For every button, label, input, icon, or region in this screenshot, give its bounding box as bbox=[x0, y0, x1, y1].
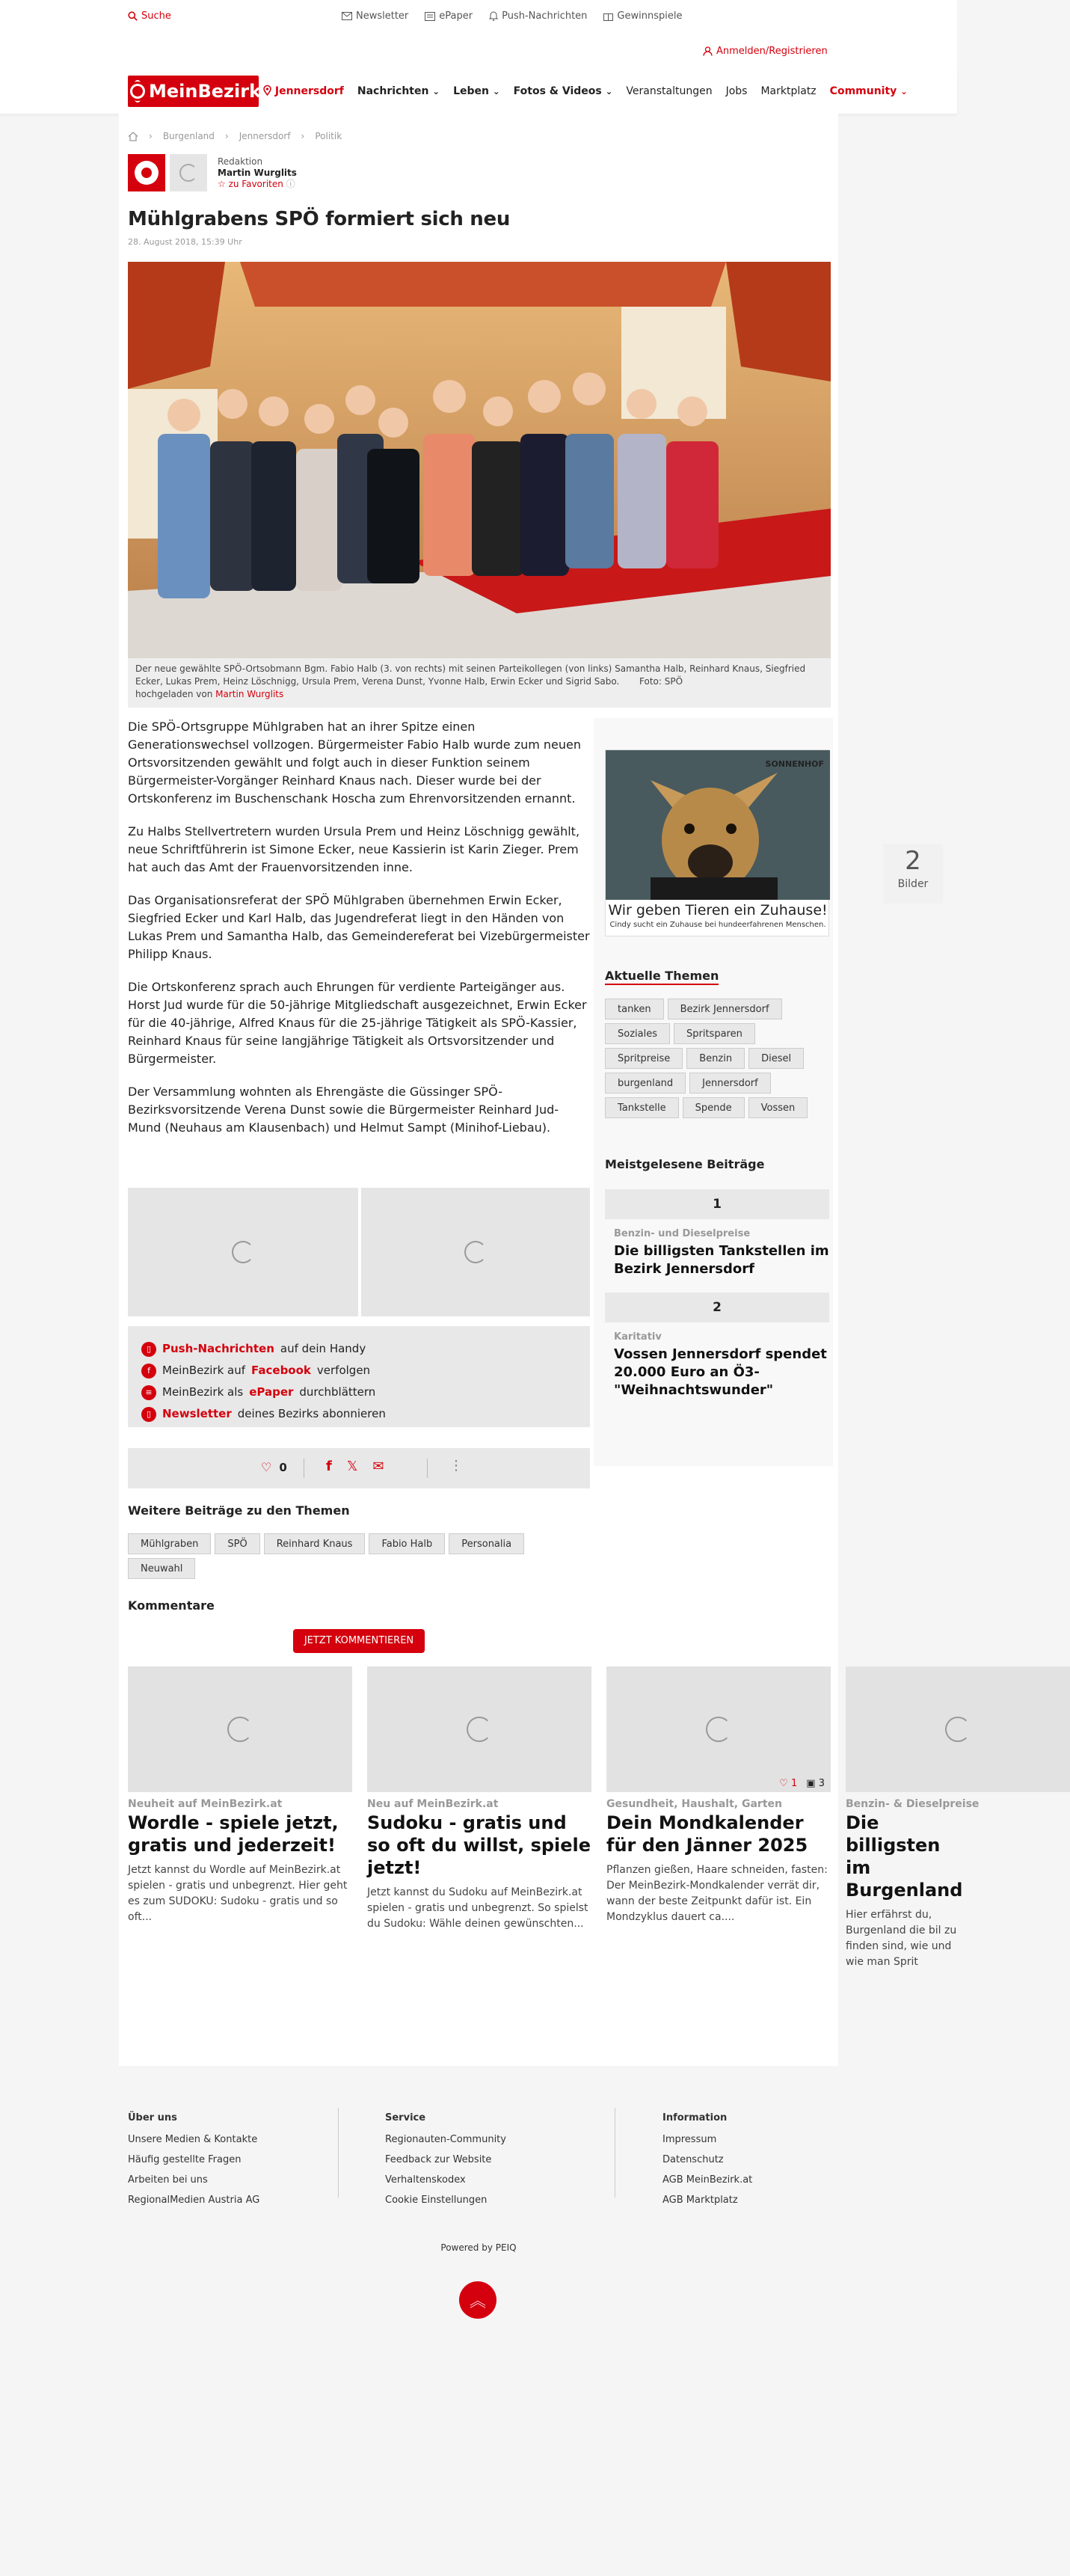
card-images: 3 bbox=[818, 1778, 825, 1789]
teaser-card[interactable] bbox=[128, 1666, 352, 1925]
topic-tag[interactable]: Fabio Halb bbox=[369, 1533, 445, 1554]
topic-tag[interactable]: Bezirk Jennersdorf bbox=[668, 999, 782, 1019]
page-title: Mühlgrabens SPÖ formiert sich neu bbox=[128, 208, 511, 230]
dog-image bbox=[606, 750, 830, 900]
chevron-right-icon: › bbox=[301, 131, 305, 141]
footer-col-ueber-uns bbox=[128, 2108, 259, 2210]
subscribe-push[interactable] bbox=[141, 1338, 576, 1360]
chevron-down-icon: ⌄ bbox=[605, 86, 613, 96]
nav-leben[interactable] bbox=[453, 85, 500, 97]
caption-uploaded: hochgeladen von bbox=[135, 689, 213, 699]
loading-spinner-icon bbox=[227, 1717, 253, 1742]
rank-badge: 1 bbox=[605, 1189, 829, 1219]
divider bbox=[427, 1459, 428, 1478]
article-body bbox=[128, 718, 591, 1152]
topic-tag[interactable]: SPÖ bbox=[215, 1533, 259, 1554]
weitere-tags bbox=[128, 1533, 547, 1579]
nav-leben-label: Leben bbox=[453, 85, 490, 97]
footer-link[interactable]: AGB Marktplatz bbox=[662, 2195, 738, 2206]
epaper-link[interactable] bbox=[425, 10, 473, 22]
breadcrumb bbox=[128, 131, 342, 141]
gift-icon bbox=[603, 11, 613, 21]
newspaper-icon: ≡ bbox=[141, 1385, 156, 1400]
footer-link[interactable]: Cookie Einstellungen bbox=[385, 2195, 488, 2206]
loading-spinner-icon bbox=[945, 1717, 971, 1742]
heart-icon: ♡ 1 bbox=[779, 1778, 798, 1789]
subscribe-pre: MeinBezirk als bbox=[162, 1385, 244, 1399]
footer-col-service bbox=[385, 2108, 506, 2210]
location-selector[interactable] bbox=[263, 85, 344, 97]
facebook-icon: f bbox=[141, 1364, 156, 1379]
newsletter-label: Newsletter bbox=[356, 10, 409, 22]
loading-spinner-icon bbox=[179, 164, 197, 182]
subscribe-text: auf dein Handy bbox=[280, 1342, 366, 1355]
top-bar bbox=[0, 0, 957, 75]
card-image bbox=[128, 1666, 352, 1792]
author-avatar[interactable] bbox=[170, 154, 207, 191]
main-nav bbox=[0, 72, 957, 114]
mail-share-icon[interactable]: ✉ bbox=[372, 1459, 384, 1474]
article-date: 28. August 2018, 15:39 Uhr bbox=[128, 237, 242, 247]
paragraph: Die Ortskonferenz sprach auch Ehrungen für verdiente Parteigänger aus. Horst Jud wurde für die 50-jährige Mitgliedschaft ausgezeichnet, Erwin Ecker für die 40-jährige, Alfred Knaus für die 25-jährige Tätigkeit als SPÖ-Kassier, Reinhard Knaus für seine langjährige Tätigkeit als Ortsvorsitzender und Bürgermeister. bbox=[128, 980, 587, 1066]
teaser-card[interactable] bbox=[606, 1666, 831, 1925]
rank-badge: 2 bbox=[605, 1292, 829, 1322]
topic-tag[interactable]: Personalia bbox=[449, 1533, 524, 1554]
card-kicker: Gesundheit, Haushalt, Garten bbox=[606, 1798, 782, 1810]
comment-button[interactable]: JETZT KOMMENTIEREN bbox=[293, 1629, 425, 1653]
footer-link[interactable]: Arbeiten bei uns bbox=[128, 2174, 208, 2186]
footer-heading: Information bbox=[662, 2112, 728, 2123]
footer-link[interactable]: Impressum bbox=[662, 2134, 717, 2145]
chevron-down-icon: ⌄ bbox=[492, 86, 500, 96]
ad-image bbox=[606, 750, 830, 900]
nav-nachrichten[interactable] bbox=[357, 85, 440, 97]
phone-icon: ▯ bbox=[141, 1407, 156, 1422]
loading-spinner-icon bbox=[467, 1717, 492, 1742]
footer-col-information bbox=[662, 2108, 752, 2210]
topic-tag[interactable]: burgenland bbox=[605, 1073, 686, 1094]
loading-placeholder bbox=[361, 1188, 590, 1316]
breadcrumb-jennersdorf[interactable]: Jennersdorf bbox=[239, 131, 291, 141]
like-button[interactable] bbox=[261, 1460, 287, 1474]
topic-tag[interactable]: Spritsparen bbox=[674, 1023, 755, 1044]
ad-headline: Wir geben Tieren ein Zuhause! bbox=[608, 902, 828, 919]
card-text: Hier erfährst du, Burgenland die bil zu finden sind, wie und wie man Sprit bbox=[846, 1909, 957, 1968]
powered-by: Powered by PEIQ bbox=[440, 2242, 517, 2253]
loading-spinner-icon bbox=[232, 1241, 254, 1263]
push-label: Push-Nachrichten bbox=[502, 10, 588, 22]
subscribe-text: durchblättern bbox=[299, 1385, 376, 1399]
epaper-label: ePaper bbox=[439, 10, 473, 22]
subscribe-pre: MeinBezirk auf bbox=[162, 1364, 246, 1377]
subscribe-link[interactable]: ePaper bbox=[249, 1385, 294, 1399]
search-link[interactable] bbox=[128, 10, 171, 22]
group-photo bbox=[128, 262, 831, 658]
gewinnspiele-link[interactable] bbox=[603, 10, 682, 22]
footer-heading: Service bbox=[385, 2112, 426, 2123]
chevron-down-icon: ⌄ bbox=[432, 86, 440, 96]
footer-link[interactable]: Häufig gestellte Fragen bbox=[128, 2154, 242, 2165]
share-icons bbox=[326, 1459, 384, 1474]
image-count-badge[interactable] bbox=[883, 844, 943, 904]
topic-tag[interactable]: Vossen bbox=[748, 1097, 808, 1118]
loading-placeholder bbox=[128, 1188, 358, 1316]
topic-tag[interactable]: Neuwahl bbox=[128, 1558, 195, 1579]
newsletter-link[interactable] bbox=[342, 10, 408, 22]
phone-icon: ▯ bbox=[141, 1342, 156, 1357]
most-read-kicker: Benzin- und Dieselpreise bbox=[614, 1228, 751, 1239]
topic-tag[interactable]: tanken bbox=[605, 999, 664, 1019]
card-stats bbox=[779, 1778, 825, 1789]
author-name[interactable]: Martin Wurglits bbox=[218, 167, 297, 178]
x-share-icon[interactable]: 𝕏 bbox=[346, 1459, 358, 1474]
chevron-down-icon: ⌄ bbox=[900, 86, 908, 96]
comments-title: Kommentare bbox=[128, 1598, 215, 1613]
subscribe-box bbox=[128, 1326, 590, 1427]
search-label: Suche bbox=[141, 10, 171, 22]
card-text: Pflanzen gießen, Haare schneiden, fasten: Der MeinBezirk-Mondkalender verrät dir, wann der beste Zeitpunkt dafür ist. Ein Mondzyklus dauert ca.... bbox=[606, 1864, 828, 1923]
logo-text: MeinBezirk bbox=[149, 81, 262, 102]
card-kicker: Neu auf MeinBezirk.at bbox=[367, 1798, 499, 1810]
card-kicker: Neuheit auf MeinBezirk.at bbox=[128, 1798, 283, 1810]
ad-brand: SONNENHOF bbox=[765, 759, 824, 769]
nav-veranstaltungen[interactable]: Veranstaltungen bbox=[626, 85, 713, 97]
share-bar bbox=[128, 1448, 590, 1488]
most-read-headline[interactable]: Vossen Jennersdorf spendet 20.000 Euro an Ö3-"Weihnachtswunder" bbox=[614, 1346, 827, 1398]
card-image bbox=[846, 1666, 1070, 1792]
aktuelle-themen-title: Aktuelle Themen bbox=[605, 969, 719, 985]
subscribe-link[interactable]: Facebook bbox=[251, 1364, 311, 1377]
card-kicker: Benzin- & Dieselpreise bbox=[846, 1798, 980, 1810]
nav-marktplatz[interactable]: Marktplatz bbox=[760, 85, 817, 97]
caption-credit: Foto: SPÖ bbox=[639, 676, 683, 687]
card-text: Jetzt kannst du Sudoku auf MeinBezirk.at spielen - gratis und unbegrenzt. So spielst du Sudoku: Wähle deinen gewünschten... bbox=[367, 1886, 588, 1930]
loading-spinner-icon bbox=[464, 1241, 487, 1263]
more-options-icon[interactable]: ⋮ bbox=[449, 1458, 463, 1473]
most-read-headline[interactable]: Die billigsten Tankstellen im Bezirk Jennersdorf bbox=[614, 1243, 829, 1277]
topic-tag[interactable]: Spende bbox=[683, 1097, 745, 1118]
newspaper-icon bbox=[425, 12, 435, 21]
footer-link[interactable]: Verhaltenskodex bbox=[385, 2174, 466, 2186]
nav-fotos-label: Fotos & Videos bbox=[513, 85, 602, 97]
image-count-label: Bilder bbox=[897, 878, 929, 890]
favorite-button[interactable]: ☆ zu Favoriten ⓘ bbox=[218, 178, 295, 189]
topic-tag[interactable]: Benzin bbox=[686, 1048, 745, 1069]
footer-link[interactable]: Regionauten-Community bbox=[385, 2134, 506, 2145]
subscribe-text: verfolgen bbox=[316, 1364, 371, 1377]
author-info bbox=[218, 156, 297, 190]
double-chevron-up-icon: ︽ bbox=[469, 2292, 486, 2311]
footer-link[interactable]: RegionalMedien Austria AG bbox=[128, 2195, 260, 2206]
subscribe-facebook[interactable] bbox=[141, 1360, 576, 1381]
chevron-right-icon: › bbox=[149, 131, 153, 141]
topic-tag[interactable]: Soziales bbox=[605, 1023, 670, 1044]
subscribe-link[interactable]: Newsletter bbox=[162, 1407, 232, 1420]
most-read-title: Meistgelesene Beiträge bbox=[605, 1157, 765, 1171]
login-label: Anmelden/Registrieren bbox=[716, 46, 828, 57]
push-link[interactable] bbox=[489, 10, 587, 22]
author-block bbox=[128, 154, 297, 191]
login-link[interactable] bbox=[703, 46, 828, 57]
top-links bbox=[342, 10, 682, 22]
card-likes: 1 bbox=[791, 1778, 798, 1789]
card-headline[interactable]: Wordle - spiele jetzt, gratis und jederzeit! bbox=[128, 1812, 339, 1856]
topic-tag[interactable]: Diesel bbox=[748, 1048, 804, 1069]
nav-nachrichten-label: Nachrichten bbox=[357, 85, 429, 97]
image-count: 2 bbox=[905, 846, 921, 876]
card-image bbox=[606, 1666, 831, 1792]
most-read-item[interactable] bbox=[614, 1228, 831, 1278]
footer-link[interactable]: AGB MeinBezirk.at bbox=[662, 2174, 753, 2186]
logo-mark bbox=[132, 80, 143, 102]
gewinnspiele-label: Gewinnspiele bbox=[617, 10, 683, 22]
favorite-label: zu Favoriten bbox=[228, 178, 283, 189]
advertisement[interactable] bbox=[605, 749, 829, 936]
card-image bbox=[367, 1666, 591, 1792]
bell-icon bbox=[489, 11, 498, 21]
author-role: Redaktion bbox=[218, 156, 263, 167]
map-pin-icon bbox=[263, 85, 271, 96]
footer-heading: Über uns bbox=[128, 2112, 177, 2123]
most-read-item[interactable] bbox=[614, 1331, 831, 1399]
topic-tag[interactable]: Tankstelle bbox=[605, 1097, 679, 1118]
mail-icon bbox=[342, 12, 352, 20]
subscribe-newsletter[interactable] bbox=[141, 1403, 576, 1425]
caption-text: Der neue gewählte SPÖ-Ortsobmann Bgm. Fabio Halb (3. von rechts) mit seinen Parteikollegen (von links) Samantha Halb, Reinhard Knaus, Siegfried Ecker, Lukas Prem, Heinz Löschnigg, Ursula Prem, Verena Dunst, Yvonne Halb, Erwin Ecker und Sigrid Sabo. bbox=[135, 663, 806, 687]
card-text: Jetzt kannst du Wordle auf MeinBezirk.at spielen - gratis und unbegrenzt. Hier geht es zum SUDOKU: Sudoku - gratis und so oft... bbox=[128, 1864, 348, 1923]
paragraph: Der Versammlung wohnten als Ehrengäste die Güssinger SPÖ-Bezirksvorsitzende Verena Dunst sowie die Bürgermeister Reinhard Jud-Mund (Neuhaus am Klausenbach) und Helmut Sampt (Minihof-Liebau). bbox=[128, 1085, 559, 1135]
footer-divider bbox=[338, 2108, 339, 2198]
subscribe-epaper[interactable] bbox=[141, 1381, 576, 1403]
footer-link[interactable]: Unsere Medien & Kontakte bbox=[128, 2134, 258, 2145]
nav-jobs[interactable]: Jobs bbox=[725, 85, 748, 97]
breadcrumb-burgenland[interactable]: Burgenland bbox=[162, 131, 215, 141]
photo-caption bbox=[128, 658, 831, 708]
nav-fotos-videos[interactable] bbox=[514, 85, 613, 97]
home-icon[interactable] bbox=[128, 132, 138, 141]
topic-tag[interactable]: Jennersdorf bbox=[689, 1073, 771, 1094]
most-read-kicker: Karitativ bbox=[614, 1331, 662, 1343]
back-to-top-button[interactable] bbox=[459, 2281, 496, 2319]
gallery-icon: ▣ 3 bbox=[806, 1778, 825, 1789]
topic-tag[interactable]: Mühlgraben bbox=[128, 1533, 211, 1554]
nav-community-label: Community bbox=[829, 85, 897, 97]
weitere-title: Weitere Beiträge zu den Themen bbox=[128, 1503, 350, 1518]
subscribe-text: deines Bezirks abonnieren bbox=[237, 1407, 386, 1420]
topic-tag[interactable]: Reinhard Knaus bbox=[264, 1533, 366, 1554]
footer-link[interactable]: Feedback zur Website bbox=[385, 2154, 492, 2165]
footer-link[interactable]: Datenschutz bbox=[662, 2154, 724, 2165]
location-label: Jennersdorf bbox=[274, 85, 344, 97]
teaser-card[interactable] bbox=[367, 1666, 591, 1932]
ad-subline: Cindy sucht ein Zuhause bei hundeerfahrenen Menschen. bbox=[609, 921, 826, 929]
caption-uploader-link[interactable]: Martin Wurglits bbox=[215, 689, 284, 699]
paragraph: Die SPÖ-Ortsgruppe Mühlgraben hat an ihrer Spitze einen Generationswechsel vollzogen. Bürgermeister Fabio Halb wurde zum neuen Ortsvorsitzenden gewählt und folgt auch in dieser Funktion seinem Bürgermeister-Vorgänger Reinhard Knaus nach. Dieser wurde bei der Ortskonferenz im Buschenschank Hoscha zum Ehrenvorsitzenden ernannt. bbox=[128, 720, 581, 806]
info-icon[interactable]: ⓘ bbox=[286, 178, 295, 189]
nav-community[interactable] bbox=[830, 85, 908, 97]
card-headline[interactable]: Dein Mondkalender für den Jänner 2025 bbox=[606, 1812, 808, 1856]
loading-spinner-icon bbox=[706, 1717, 731, 1742]
aktuelle-themen-tags bbox=[605, 999, 829, 1118]
breadcrumb-politik[interactable]: Politik bbox=[315, 131, 342, 141]
paragraph: Zu Halbs Stellvertretern wurden Ursula Prem und Heinz Löschnigg gewählt, neue Schriftführerin ist Simone Ecker, neue Kassierin ist Karin Zieger. Prem hat auch das Amt der Frauenvorsitzenden inne. bbox=[128, 824, 580, 874]
subscribe-link[interactable]: Push-Nachrichten bbox=[162, 1342, 274, 1355]
topic-tag[interactable]: Spritpreise bbox=[605, 1048, 683, 1069]
heart-icon: ♡ bbox=[261, 1460, 272, 1474]
facebook-share-icon[interactable]: f bbox=[326, 1459, 332, 1474]
card-headline[interactable]: Sudoku - gratis und so oft du willst, spiele jetzt! bbox=[367, 1812, 591, 1878]
paragraph: Das Organisationsreferat der SPÖ Mühlgraben übernehmen Erwin Ecker, Siegfried Ecker und Karl Halb, das Jugendreferat liegt in den Händen von Lukas Prem und Samantha Halb, das Gemeindereferat bei Vizebürgermeister Philipp Knaus. bbox=[128, 893, 590, 961]
nav-items bbox=[263, 72, 908, 111]
search-icon bbox=[128, 11, 138, 21]
card-headline[interactable]: Die billigsten im Burgenland bbox=[846, 1812, 963, 1901]
user-icon bbox=[703, 46, 713, 56]
redaktion-avatar[interactable] bbox=[128, 154, 165, 191]
like-count: 0 bbox=[279, 1460, 287, 1474]
chevron-right-icon: › bbox=[224, 131, 229, 141]
teaser-card[interactable] bbox=[846, 1666, 980, 1970]
logo[interactable] bbox=[128, 76, 262, 107]
